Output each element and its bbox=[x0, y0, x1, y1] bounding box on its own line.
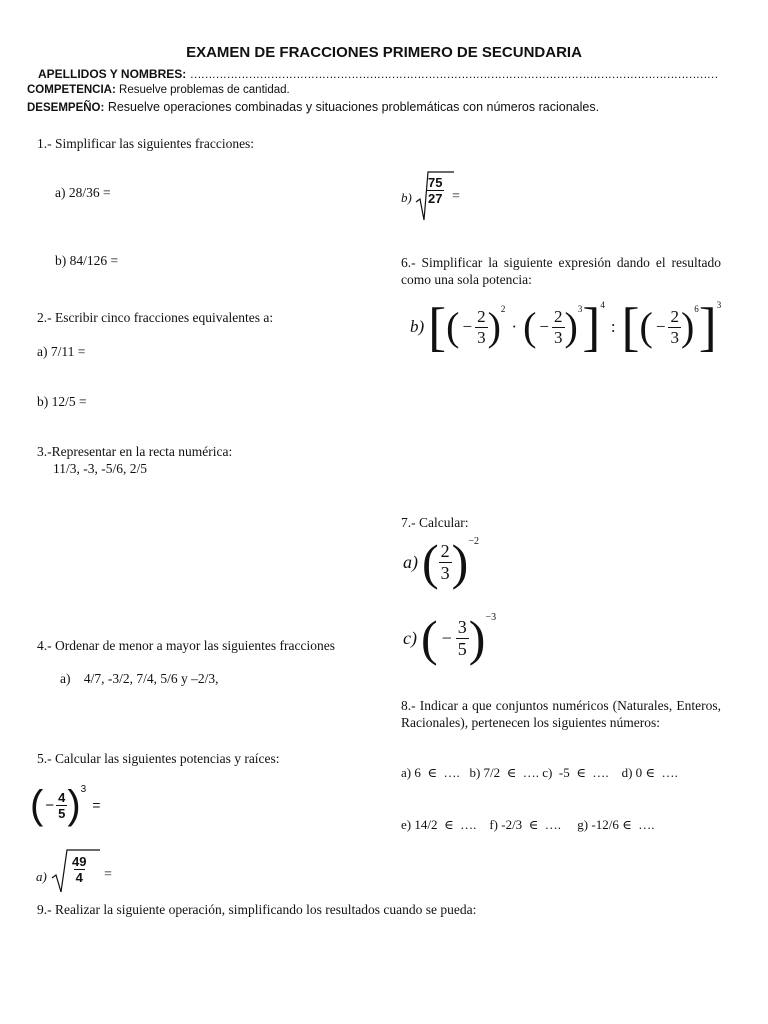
q8-row-1: a) 6 ∈ …. b) 7/2 ∈ …. c) -5 ∈ …. d) 0 ∈ …. bbox=[401, 765, 678, 780]
q5-title: 5.- Calcular las siguientes potencias y raíces: bbox=[37, 751, 280, 766]
right-paren: ) bbox=[451, 534, 469, 590]
dot-operator: · bbox=[511, 317, 518, 336]
names-label: APELLIDOS Y NOMBRES: bbox=[38, 67, 187, 81]
q3-values: 11/3, -3, -5/6, 2/5 bbox=[53, 461, 147, 476]
q2-item-a: a) 7/11 = bbox=[37, 344, 86, 359]
right-paren: ) bbox=[487, 304, 501, 349]
desempeno-label: DESEMPEÑO: bbox=[27, 102, 105, 114]
numerator: 3 bbox=[457, 616, 467, 637]
minus-sign: − bbox=[45, 796, 55, 814]
exponent: −3 bbox=[485, 612, 497, 623]
left-paren: ( bbox=[446, 304, 460, 349]
names-line bbox=[38, 67, 718, 81]
q9-title: 9.- Realizar la siguiente operación, simplificando los resultados cuando se pueda: bbox=[37, 902, 477, 917]
exponent: −2 bbox=[468, 536, 479, 547]
denominator: 4 bbox=[75, 870, 83, 885]
numerator: 75 bbox=[428, 175, 443, 190]
right-bracket: ] bbox=[582, 297, 601, 357]
right-paren: ) bbox=[564, 304, 578, 349]
exponent: 6 bbox=[694, 304, 699, 314]
desempeno-line bbox=[27, 100, 599, 114]
fraction bbox=[552, 307, 565, 348]
right-paren: ) bbox=[680, 304, 695, 349]
label: a) bbox=[403, 551, 418, 572]
exam-title: EXAMEN DE FRACCIONES PRIMERO DE SECUNDARIA bbox=[186, 44, 582, 61]
q5-sqrt-expression-a bbox=[36, 848, 146, 898]
numerator: 49 bbox=[72, 854, 87, 869]
denominator: 3 bbox=[477, 327, 486, 347]
desempeno-text: Resuelve operaciones combinadas y situaciones problemáticas con números racionales. bbox=[107, 100, 600, 114]
numerator: 4 bbox=[58, 789, 66, 805]
outer-exponent: 3 bbox=[716, 300, 722, 310]
label: b) bbox=[410, 317, 425, 336]
minus-sign: − bbox=[655, 317, 666, 336]
numerator: 2 bbox=[554, 306, 563, 326]
q6-expression bbox=[410, 297, 722, 357]
denominator: 27 bbox=[428, 191, 443, 206]
left-paren: ( bbox=[30, 783, 44, 827]
q5-power-expression bbox=[30, 782, 100, 828]
right-paren: ) bbox=[67, 783, 81, 827]
q7-expression-c bbox=[403, 610, 496, 666]
left-bracket: [ bbox=[621, 297, 640, 357]
fraction bbox=[426, 175, 444, 206]
right-bracket: ] bbox=[698, 297, 717, 357]
q3-title: 3.-Representar en la recta numérica: bbox=[37, 444, 233, 459]
right-paren: ) bbox=[468, 610, 486, 666]
denominator: 5 bbox=[58, 805, 66, 821]
competencia-line bbox=[27, 84, 290, 96]
q1-title: 1.- Simplificar las siguientes fracciones: bbox=[37, 136, 255, 151]
numerator: 2 bbox=[477, 306, 486, 326]
q8-title: 8.- Indicar a que conjuntos numéricos (Naturales, Enteros, Racionales), pertenecen los siguientes números: bbox=[401, 698, 721, 730]
numerator: 2 bbox=[440, 540, 450, 561]
q8-row-2: e) 14/2 ∈ …. f) -2/3 ∈ …. g) -12/6 ∈ …. bbox=[401, 817, 655, 832]
equals-sign: = bbox=[452, 189, 460, 204]
left-bracket: [ bbox=[428, 297, 447, 357]
left-paren: ( bbox=[639, 304, 653, 349]
equals-sign: = bbox=[104, 867, 112, 882]
left-paren: ( bbox=[422, 534, 439, 590]
exponent: 3 bbox=[577, 304, 583, 314]
fraction bbox=[456, 617, 469, 660]
fraction bbox=[439, 541, 452, 584]
q2-item-b: b) 12/5 = bbox=[37, 394, 87, 409]
fraction bbox=[668, 307, 681, 348]
q6-title: 6.- Simplificar la siguiente expresión dando el resultado como una sola potencia: bbox=[401, 255, 721, 287]
q2-title: 2.- Escribir cinco fracciones equivalentes a: bbox=[37, 310, 274, 325]
numerator: 2 bbox=[670, 306, 679, 326]
competencia-label: COMPETENCIA: bbox=[27, 84, 116, 96]
left-paren: ( bbox=[420, 610, 438, 666]
fraction bbox=[56, 790, 67, 821]
outer-exponent: 4 bbox=[600, 300, 605, 310]
q4-item-a-label: a) bbox=[60, 671, 71, 686]
names-dots: ……………………………………………………………………………………………………………………………… bbox=[189, 67, 718, 81]
denominator: 5 bbox=[457, 638, 467, 659]
colon-operator: : bbox=[610, 317, 616, 336]
fraction bbox=[475, 307, 488, 348]
denominator: 3 bbox=[554, 327, 563, 347]
label: c) bbox=[403, 627, 417, 648]
fraction bbox=[70, 854, 88, 885]
exponent: 3 bbox=[80, 784, 87, 795]
q1-item-a: a) 28/36 = bbox=[55, 185, 111, 200]
q4-item-a-values: 4/7, -3/2, 7/4, 5/6 y –2/3, bbox=[83, 671, 219, 686]
q7-title: 7.- Calcular: bbox=[401, 515, 469, 530]
competencia-text: Resuelve problemas de cantidad. bbox=[119, 84, 290, 96]
q1-item-b: b) 84/126 = bbox=[55, 253, 119, 268]
minus-sign: − bbox=[441, 627, 452, 648]
left-paren: ( bbox=[523, 304, 537, 349]
q5-sqrt-expression-b bbox=[401, 170, 521, 226]
exponent: 2 bbox=[500, 304, 506, 314]
denominator: 3 bbox=[440, 562, 450, 583]
equals-sign: = bbox=[92, 797, 101, 813]
denominator: 3 bbox=[670, 327, 679, 347]
minus-sign: − bbox=[539, 317, 549, 336]
minus-sign: − bbox=[462, 317, 473, 336]
q7-expression-a bbox=[403, 534, 479, 590]
q4-item-a bbox=[60, 671, 219, 687]
label: a) bbox=[36, 869, 47, 884]
q4-title: 4.- Ordenar de menor a mayor las siguientes fracciones bbox=[37, 638, 336, 653]
label: b) bbox=[401, 190, 412, 205]
